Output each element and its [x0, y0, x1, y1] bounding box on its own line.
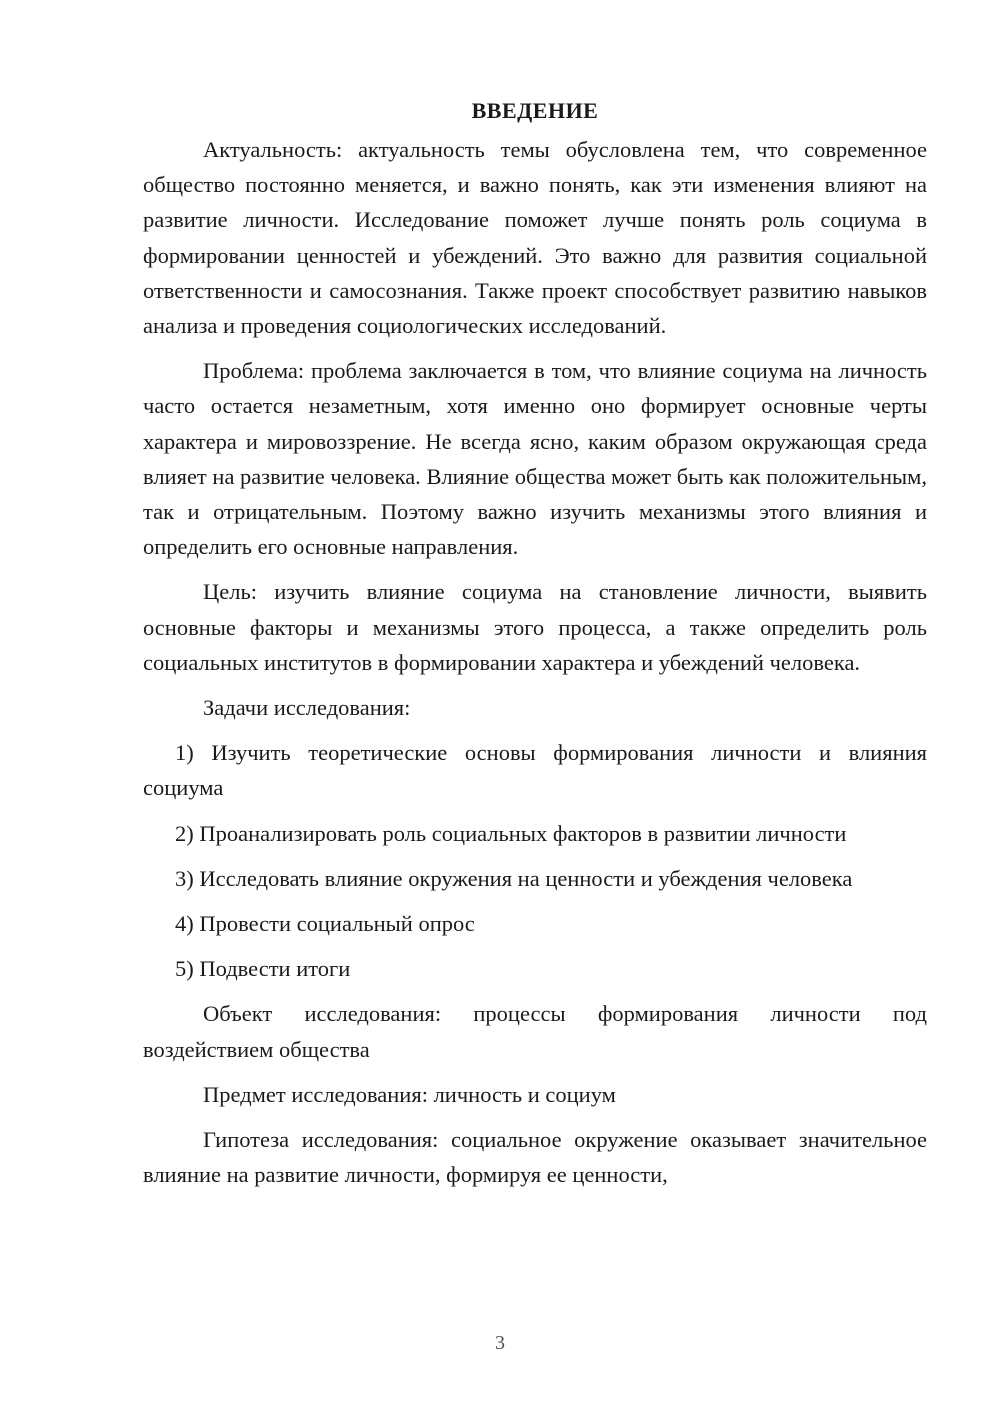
task-item: 3) Исследовать влияние окружения на ценности и убеждения человека	[175, 865, 853, 891]
tasks-heading: Задачи исследования:	[203, 695, 411, 721]
paragraph-hypothesis: Гипотеза исследования: социальное окружение оказывает значительное влияние на развитие личности, формируя ее ценности,	[143, 1127, 927, 1188]
paragraph-goal: Цель: изучить влияние социума на становление личности, выявить основные факторы и механизмы этого процесса, а также определить роль социальных институтов в формировании характера и убеждений человека.	[143, 579, 927, 675]
paragraph-object: Объект исследования: процессы формирования личности под воздействием общества	[143, 1001, 927, 1062]
task-item: 5) Подвести итоги	[175, 956, 351, 982]
paragraph-subject: Предмет исследования: личность и социум	[203, 1081, 616, 1107]
task-item: 2) Проанализировать роль социальных факторов в развитии личности	[175, 820, 847, 846]
task-item: 4) Провести социальный опрос	[175, 911, 475, 937]
document-page	[143, 96, 927, 1202]
paragraph-problem: Проблема: проблема заключается в том, что влияние социума на личность часто остается незаметным, хотя именно оно формирует основные черты характера и мировоззрение. Не всегда ясно, каким образом окружающая среда влияет на развитие человека. Влияние общества может быть как положительным, так и отрицательным. Поэтому важно изучить механизмы этого влияния и определить его основные направления.	[143, 358, 927, 560]
tasks-list	[143, 735, 927, 986]
task-item: 1) Изучить теоретические основы формирования личности и влияния социума	[143, 740, 927, 801]
section-title: ВВЕДЕНИЕ	[471, 98, 599, 123]
paragraph-relevance: Актуальность: актуальность темы обусловлена тем, что современное общество постоянно меняется, и важно понять, как эти изменения влияют на развитие личности. Исследование поможет лучше понять роль социума в формировании ценностей и убеждений. Это важно для развития социальной ответственности и самосознания. Также проект способствует развитию навыков анализа и проведения социологических исследований.	[143, 137, 927, 339]
page-number: 3	[495, 1332, 505, 1354]
